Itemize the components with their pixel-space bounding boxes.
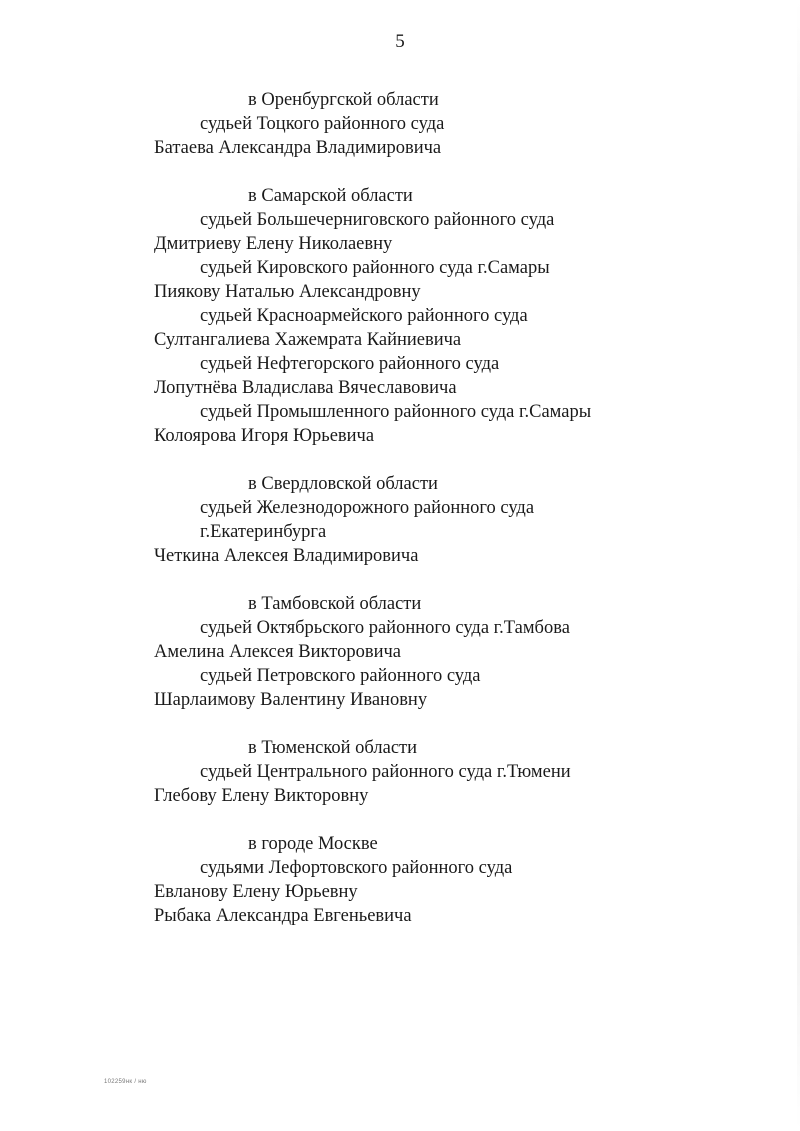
section-gap [0,712,800,736]
region-section [0,472,800,568]
region-heading: в Самарской области [248,186,413,206]
court-position: судьей Железнодорожного районного суда [200,498,535,518]
section-gap [0,568,800,592]
document-code: 102259нк / ню [104,1079,147,1085]
court-position: судьей Кировского районного суда г.Самары [200,258,550,278]
judge-name: Пиякову Наталью Александровну [154,282,421,302]
court-position: судьями Лефортовского районного суда [200,858,513,878]
region-heading: в Тюменской области [248,738,418,758]
region-heading: в городе Москве [248,834,378,854]
court-position: судьей Промышленного районного суда г.Самары [200,402,592,422]
region-heading: в Свердловской области [248,474,438,494]
court-position: судьей Октябрьского районного суда г.Тамбова [200,618,570,638]
section-gap [0,448,800,472]
region-heading: в Оренбургской области [248,90,439,110]
court-position: судьей Центрального районного суда г.Тюмени [200,762,571,782]
page-number: 5 [395,31,405,52]
judge-name: Лопутнёва Владислава Вячеславовича [154,378,457,398]
judge-name: Амелина Алексея Викторовича [154,642,401,662]
court-position: судьей Нефтегорского районного суда [200,354,500,374]
region-section [0,736,800,808]
court-position: г.Екатеринбурга [200,522,327,542]
court-position: судьей Красноармейского районного суда [200,306,528,326]
judge-name: Султангалиева Хажемрата Кайниевича [154,330,462,350]
court-position: судьей Большечерниговского районного суда [200,210,555,230]
court-position: судьей Тоцкого районного суда [200,114,445,134]
judge-name: Колоярова Игоря Юрьевича [154,426,375,446]
region-section [0,184,800,448]
judge-name: Глебову Елену Викторовну [154,786,369,806]
court-position: судьей Петровского районного суда [200,666,481,686]
region-section [0,592,800,712]
judge-name: Батаева Александра Владимировича [154,138,442,158]
judge-name: Евланову Елену Юрьевну [154,882,358,902]
appointment-list [0,88,800,928]
region-heading: в Тамбовской области [248,594,422,614]
region-section [0,88,800,160]
judge-name: Дмитриеву Елену Николаевну [154,234,393,254]
judge-name: Шарлаимову Валентину Ивановну [154,690,428,710]
section-gap [0,160,800,184]
judge-name: Рыбака Александра Евгеньевича [154,906,412,926]
section-gap [0,808,800,832]
region-section [0,832,800,928]
judge-name: Четкина Алексея Владимировича [154,546,419,566]
